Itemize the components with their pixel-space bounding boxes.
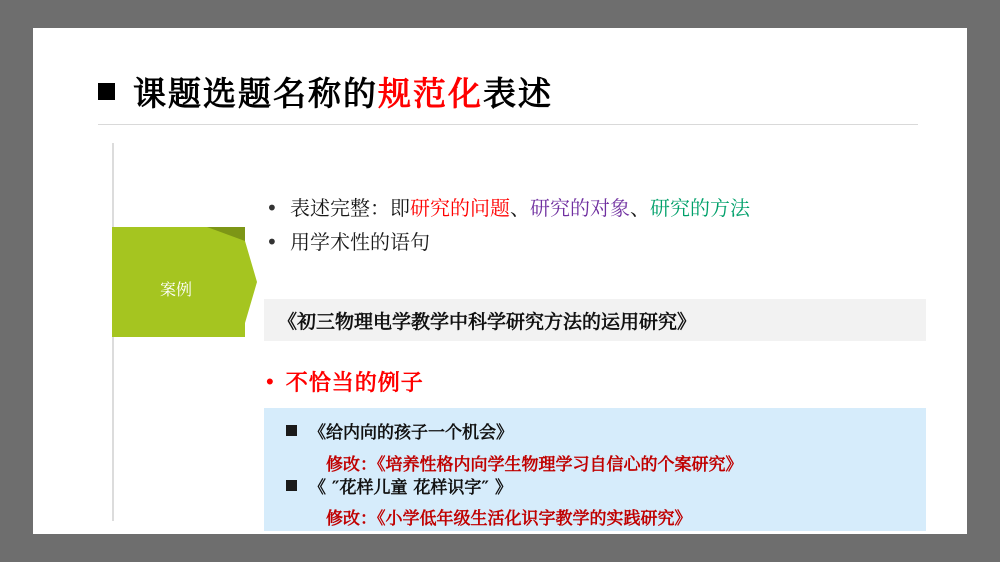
title-suffix: 表述 <box>483 73 553 113</box>
slide-canvas <box>36 31 964 531</box>
case-callout <box>112 227 257 337</box>
revision-label-2: 修改： <box>326 509 377 529</box>
title-divider <box>98 124 918 125</box>
bullet-dot-icon: • <box>266 368 274 394</box>
bullet-item-1 <box>266 191 926 225</box>
revision-text-2: 《小学低年级生活化识字教学的实践研究》 <box>377 509 692 529</box>
slide-title <box>98 61 918 121</box>
bad-example-1-revision <box>326 450 743 475</box>
bad-example-2-revision <box>326 504 692 529</box>
example-title-bar <box>264 299 926 341</box>
title-highlight: 规范化 <box>378 73 483 113</box>
revision-text-1: 《培养性格内向学生物理学习自信心的个案研究》 <box>377 455 743 475</box>
segment-red: 研究的问题 <box>410 196 510 220</box>
bullet-dot-icon: • <box>266 230 278 254</box>
title-text <box>133 68 553 115</box>
segment-purple: 研究的对象 <box>530 196 630 220</box>
segment-sep-1: 、 <box>510 196 530 220</box>
list-item <box>286 473 512 498</box>
bad-example-2-title: 《 ″花样儿童 花样识字″ 》 <box>309 478 512 498</box>
bad-examples-box <box>264 408 926 531</box>
slide-frame <box>33 28 967 534</box>
title-prefix: 课题选题名称的 <box>133 73 378 113</box>
revision-label-1: 修改： <box>326 455 377 475</box>
bullet-item-2 <box>266 225 926 259</box>
case-callout-label: 案例 <box>159 280 192 299</box>
segment-sep-2: 、 <box>630 196 650 220</box>
example-title-text: 《初三物理电学教学中科学研究方法的运用研究》 <box>278 311 697 333</box>
black-square-bullet-icon <box>98 83 115 100</box>
bullet-dot-icon: • <box>266 196 278 220</box>
bullet-item-2-text: 用学术性的语句 <box>290 230 430 254</box>
segment-plain-1: 表述完整：即 <box>290 196 410 220</box>
black-square-bullet-icon <box>286 480 297 491</box>
list-item <box>286 418 513 443</box>
bad-examples-heading-text: 不恰当的例子 <box>285 371 424 396</box>
segment-green: 研究的方法 <box>650 196 750 220</box>
bad-example-1-title: 《给内向的孩子一个机会》 <box>309 423 513 443</box>
bullet-item-1-text <box>290 191 750 225</box>
black-square-bullet-icon <box>286 425 297 436</box>
bad-examples-heading <box>266 366 424 397</box>
bullet-list <box>266 191 926 259</box>
